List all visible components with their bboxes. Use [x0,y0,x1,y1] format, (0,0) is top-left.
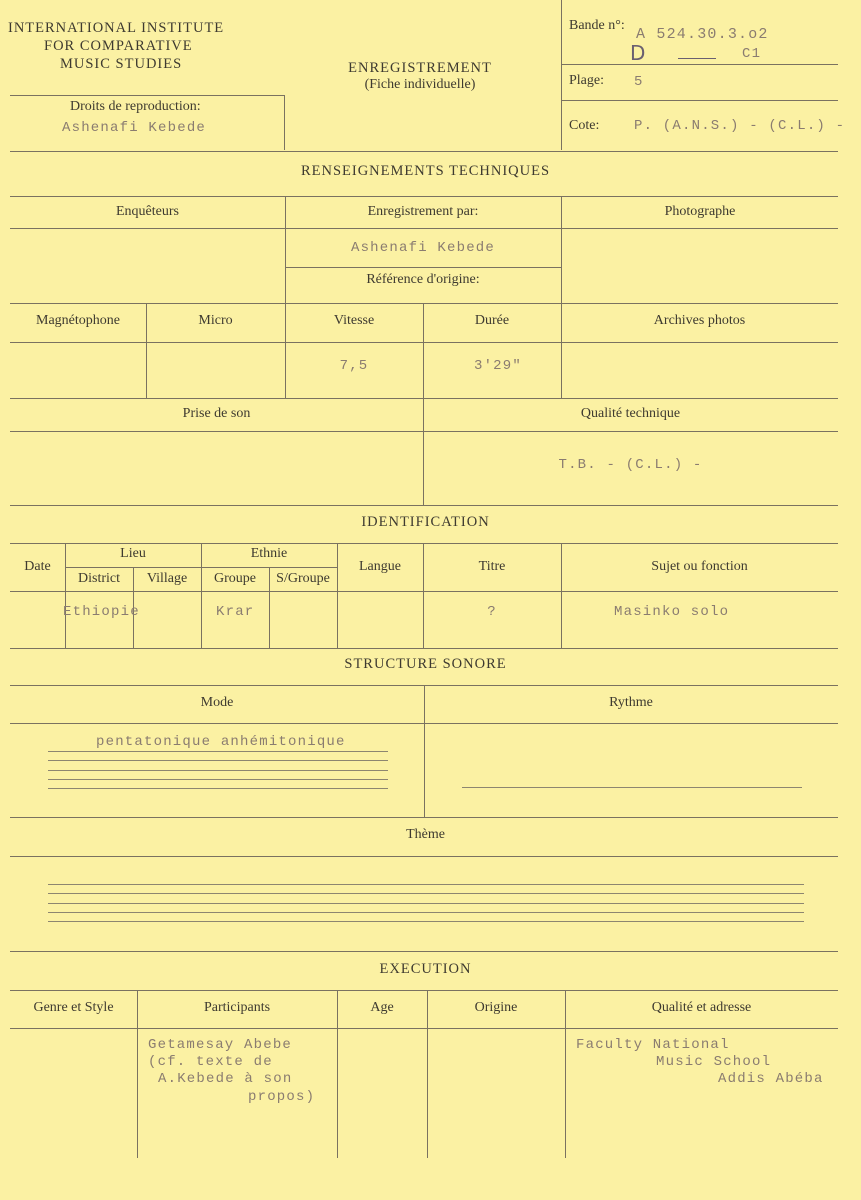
institute-line-1: INTERNATIONAL INSTITUTE [8,20,225,36]
rule-line [65,543,66,648]
rule-line [48,884,804,885]
cote-value: P. (A.N.S.) - (C.L.) - [634,118,846,134]
sujet-value: Masinko solo [614,604,730,620]
titre-label: Titre [478,559,506,574]
origine-label: Origine [474,1000,518,1015]
bande-suffix: C1 [742,46,762,62]
genre-label: Genre et Style [33,1000,114,1015]
rights-label: Droits de reproduction: [70,99,201,114]
age-label: Age [370,1000,394,1015]
form-subtitle: (Fiche individuelle) [364,77,476,92]
ethnie-label: Ethnie [250,546,288,561]
rule-line [10,303,838,304]
photographe-label: Photographe [664,204,736,219]
adresse-line-3: Addis Abéba [718,1071,824,1087]
rule-line [10,817,838,818]
rule-line [427,990,428,1158]
vitesse-value: 7,5 [339,358,369,374]
langue-label: Langue [359,559,401,574]
rule-line [269,567,270,648]
rule-line [285,267,561,268]
participant-line-1: Getamesay Abebe [148,1037,293,1053]
bande-handwritten: D [630,41,646,65]
sujet-label: Sujet ou fonction [651,559,748,574]
enregistrement-value: Ashenafi Kebede [350,240,496,256]
rule-line [137,990,138,1158]
participant-line-4: propos) [248,1089,316,1105]
date-label: Date [24,559,51,574]
rule-line [10,591,838,592]
vitesse-label: Vitesse [333,313,375,328]
rule-line [10,228,838,229]
rule-line [10,723,838,724]
rule-line [285,303,286,398]
sgroupe-label: S/Groupe [276,571,330,586]
micro-label: Micro [198,313,233,328]
bande-value: A 524.30.3.o2 [636,26,769,43]
lieu-value: Ethiopie [63,604,140,620]
duree-value: 3'29" [473,358,522,374]
rule-line [423,303,424,398]
rule-line [562,64,838,65]
rule-line [48,893,804,894]
archives-label: Archives photos [653,313,746,328]
enqueteurs-label: Enquêteurs [116,204,179,219]
participant-line-2: (cf. texte de [148,1054,273,1070]
mode-value: pentatonique anhémitonique [96,734,346,750]
rule-line [48,903,804,904]
mode-label: Mode [200,695,234,710]
qualite-technique-value: T.B. - (C.L.) - [558,457,703,473]
rule-line [48,788,388,789]
bande-label: Bande n°: [569,18,625,33]
rule-line [48,770,388,771]
rule-line [201,543,202,648]
section-technical: RENSEIGNEMENTS TECHNIQUES [300,163,551,179]
rule-line [10,990,838,991]
lieu-label: Lieu [120,546,146,561]
rule-line [424,685,425,817]
groupe-label: Groupe [214,571,256,586]
rule-line [565,990,566,1158]
rule-line [10,951,838,952]
rule-line [337,990,338,1158]
form-title: ENREGISTREMENT [348,60,492,76]
rule-line [10,431,838,432]
rule-line [561,196,562,303]
plage-value: 5 [634,74,644,90]
rule-line [561,303,562,398]
rule-line [146,303,147,398]
participants-label: Participants [203,1000,271,1015]
qualite-adresse-label: Qualité et adresse [651,1000,752,1015]
rule-line [10,1028,838,1029]
rights-value: Ashenafi Kebede [62,120,207,136]
rule-line [562,100,838,101]
rule-line [462,787,802,788]
rule-line [48,751,388,752]
institute-line-3: MUSIC STUDIES [60,56,183,72]
rule-line [423,543,424,648]
rule-line [561,543,562,648]
reference-label: Référence d'origine: [366,272,480,287]
groupe-value: Krar [216,604,255,620]
rule-line [10,648,838,649]
adresse-line-1: Faculty National [576,1037,730,1053]
participant-line-3: A.Kebede à son [158,1071,293,1087]
rule-line [10,505,838,506]
rule-line [678,58,716,59]
rule-line [10,856,838,857]
rule-line [48,779,388,780]
theme-label: Thème [406,827,445,842]
cote-label: Cote: [569,118,600,133]
section-execution: EXECUTION [379,961,472,977]
rule-line [337,543,338,648]
section-structure: STRUCTURE SONORE [344,656,507,672]
village-label: Village [146,571,188,586]
duree-label: Durée [474,313,510,328]
rule-line [10,196,838,197]
qualite-technique-label: Qualité technique [580,406,681,421]
rule-line [10,95,284,96]
institute-line-2: FOR COMPARATIVE [44,38,193,54]
prise-label: Prise de son [182,406,251,421]
rule-line [48,912,804,913]
rule-line [10,398,838,399]
rule-line [561,0,562,150]
rule-line [423,398,424,505]
rule-line [10,151,838,152]
rule-line [10,342,838,343]
magnetophone-label: Magnétophone [36,313,120,328]
rule-line [284,95,285,150]
enregistrement-par-label: Enregistrement par: [367,204,479,219]
rule-line [10,543,838,544]
rule-line [48,921,804,922]
plage-label: Plage: [569,73,604,88]
adresse-line-2: Music School [656,1054,772,1070]
district-label: District [78,571,120,586]
titre-value: ? [487,604,497,620]
rythme-label: Rythme [609,695,653,710]
section-identification: IDENTIFICATION [361,514,490,530]
rule-line [48,760,388,761]
